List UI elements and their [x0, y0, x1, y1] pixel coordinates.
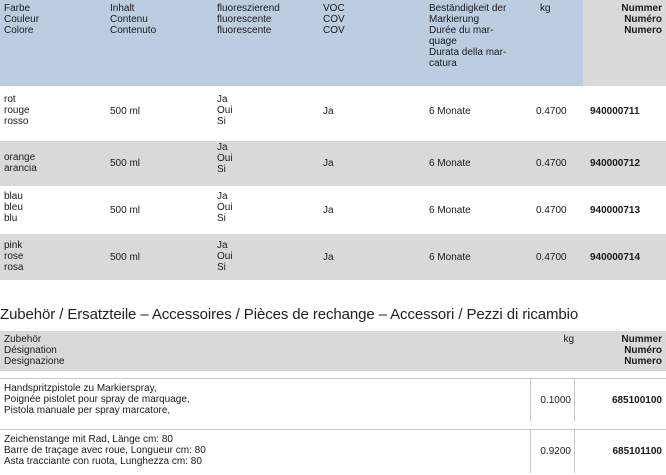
cell-kg: 0.4700 [536, 105, 567, 117]
header-voc: VOC COV COV [323, 3, 345, 36]
accessories-title: Zubehör / Ersatzteile – Accessoires / Pièces de rechange – Accessori / Pezzi di ricambio [0, 306, 579, 323]
cell-contents: 500 ml [110, 251, 141, 263]
cell-voc: Ja [323, 105, 334, 117]
header-fluorescent: fluoreszierend fluorescente fluorescente [217, 3, 280, 36]
cell-color: orange arancia [4, 152, 37, 174]
accessories-table-header [0, 331, 666, 371]
header-contents: Inhalt Contenu Contenuto [110, 3, 157, 36]
cell-kg: 0.4700 [536, 251, 567, 263]
cell-durability: 6 Monate [429, 158, 471, 169]
cell-color: rot rouge rosso [4, 94, 30, 127]
cell-number: 940000714 [590, 251, 641, 263]
cell-fluorescent: Ja Oui Si [217, 142, 233, 175]
table-row [0, 186, 666, 234]
cell-kg: 0.4700 [536, 204, 567, 216]
cell-description: Handspritzpistole zu Markierspray, Poignée pistolet pour spray de marquage, Pistola manuale per spray marcatore, [0, 379, 531, 422]
cell-description: Zeichenstange mit Rad, Länge cm: 80 Barre de traçage avec roue, Longueur cm: 80 Asta tracciante con ruota, Lunghezza cm: 80 [0, 430, 531, 473]
cell-durability: 6 Monate [429, 204, 471, 216]
header-color: Farbe Couleur Colore [4, 3, 40, 36]
cell-fluorescent: Ja Oui Si [217, 94, 233, 127]
cell-fluorescent: Ja Oui Si [217, 191, 233, 224]
cell-voc: Ja [323, 158, 334, 169]
cell-contents: 500 ml [110, 105, 141, 117]
cell-kg: 0.9200 [531, 430, 575, 473]
cell-voc: Ja [323, 204, 334, 216]
cell-voc: Ja [323, 251, 334, 263]
cell-number: 940000712 [590, 158, 641, 169]
header-durability: Beständigkeit der Markierung Durée du mar- quage Durata della mar- catura [429, 3, 507, 69]
cell-number: 685101100 [612, 446, 662, 457]
cell-number: 940000711 [590, 105, 640, 117]
product-table-header [0, 0, 666, 86]
table-row [0, 86, 666, 136]
cell-contents: 500 ml [110, 204, 141, 216]
cell-number: 685100100 [611, 395, 662, 406]
cell-contents: 500 ml [110, 158, 141, 169]
header-number: Nummer Numéro Numero [621, 334, 662, 367]
cell-kg: 0.4700 [536, 158, 567, 169]
header-kg: kg [563, 334, 574, 345]
header-kg: kg [540, 3, 551, 14]
table-row [0, 141, 666, 186]
cell-durability: 6 Monate [429, 251, 471, 263]
table-row [0, 429, 666, 473]
cell-color: pink rose rosa [4, 240, 24, 273]
cell-number: 940000713 [590, 204, 641, 216]
cell-durability: 6 Monate [429, 105, 471, 117]
header-designation: Zubehör Désignation Designazione [4, 334, 65, 367]
table-row [0, 378, 666, 422]
table-row [0, 234, 666, 280]
header-number: Nummer Numéro Numero [621, 3, 662, 36]
cell-color: blau bleu blu [4, 191, 23, 224]
cell-fluorescent: Ja Oui Si [217, 240, 233, 273]
cell-kg: 0.1000 [531, 379, 575, 422]
